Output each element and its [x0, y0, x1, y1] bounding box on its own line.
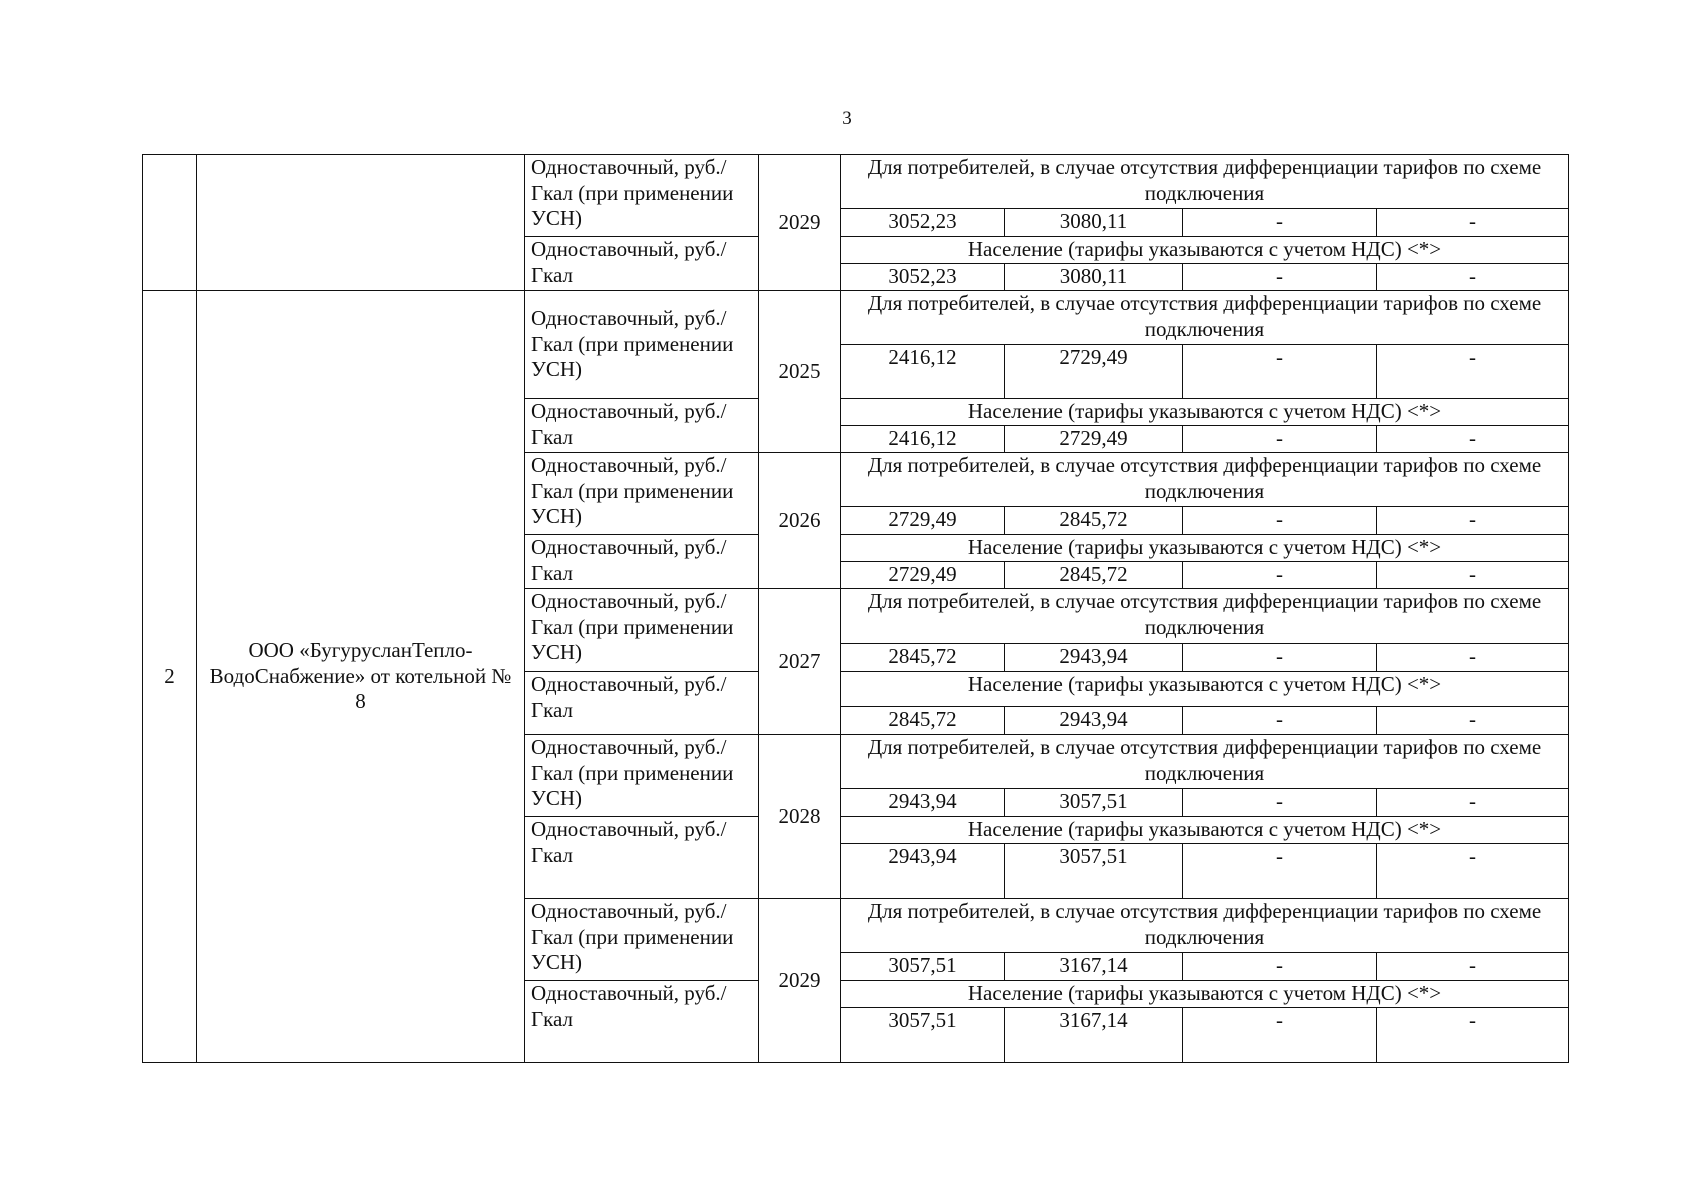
value-cell: -: [1377, 707, 1569, 735]
value-cell: 2845,72: [841, 644, 1005, 672]
value-cell: -: [1183, 789, 1377, 817]
consumers-heading: Для потребителей, в случае отсутствия дифференциации тарифов по схеме подключения: [841, 291, 1569, 345]
value-cell: 2943,94: [1005, 707, 1183, 735]
tariff-type-usn: Одноставочный, руб./Гкал (при применении УСН): [525, 291, 759, 399]
row-number: 2: [143, 291, 197, 1063]
continuation-number-cell: [143, 155, 197, 291]
value-cell: -: [1183, 209, 1377, 237]
tariff-type-plain: Одноставочный, руб./Гкал: [525, 237, 759, 291]
value-cell: 2845,72: [1005, 507, 1183, 535]
tariff-table: [142, 154, 1569, 1063]
population-heading: Население (тарифы указываются с учетом НДС) <*>: [841, 672, 1569, 707]
tariff-type-usn: Одноставочный, руб./Гкал (при применении УСН): [525, 735, 759, 817]
population-heading: Население (тарифы указываются с учетом НДС) <*>: [841, 237, 1569, 264]
value-cell: -: [1377, 507, 1569, 535]
value-cell: 3057,51: [841, 1008, 1005, 1063]
consumers-heading: Для потребителей, в случае отсутствия дифференциации тарифов по схеме подключения: [841, 735, 1569, 789]
value-cell: 2943,94: [841, 844, 1005, 899]
value-cell: 2845,72: [841, 707, 1005, 735]
value-cell: -: [1377, 953, 1569, 981]
consumers-heading: Для потребителей, в случае отсутствия дифференциации тарифов по схеме подключения: [841, 155, 1569, 209]
continuation-organization-cell: [197, 155, 525, 291]
value-cell: -: [1377, 345, 1569, 399]
population-heading: Население (тарифы указываются с учетом НДС) <*>: [841, 981, 1569, 1008]
page-number: 3: [842, 108, 852, 129]
population-heading: Население (тарифы указываются с учетом НДС) <*>: [841, 535, 1569, 562]
value-cell: 2729,49: [1005, 426, 1183, 453]
value-cell: 3080,11: [1005, 209, 1183, 237]
table-row: [143, 291, 1569, 345]
value-cell: 3167,14: [1005, 1008, 1183, 1063]
value-cell: 3057,51: [1005, 844, 1183, 899]
year-cell: 2026: [759, 453, 841, 589]
value-cell: -: [1183, 844, 1377, 899]
value-cell: 3057,51: [1005, 789, 1183, 817]
tariff-type-plain: Одноставочный, руб./Гкал: [525, 535, 759, 589]
consumers-heading: Для потребителей, в случае отсутствия дифференциации тарифов по схеме подключения: [841, 589, 1569, 644]
value-cell: 3080,11: [1005, 264, 1183, 291]
value-cell: -: [1377, 209, 1569, 237]
value-cell: -: [1183, 644, 1377, 672]
organization-name: ООО «БугурусланТепло-ВодоСнабжение» от котельной № 8: [197, 291, 525, 1063]
population-heading: Население (тарифы указываются с учетом НДС) <*>: [841, 399, 1569, 426]
tariff-type-usn: Одноставочный, руб./Гкал (при применении УСН): [525, 589, 759, 672]
tariff-type-plain: Одноставочный, руб./Гкал: [525, 981, 759, 1063]
value-cell: 2416,12: [841, 426, 1005, 453]
value-cell: 2943,94: [841, 789, 1005, 817]
value-cell: 2729,49: [841, 562, 1005, 589]
value-cell: -: [1377, 789, 1569, 817]
value-cell: -: [1183, 426, 1377, 453]
tariff-type-usn: Одноставочный, руб./Гкал (при применении УСН): [525, 155, 759, 237]
year-cell: 2027: [759, 589, 841, 735]
value-cell: 2943,94: [1005, 644, 1183, 672]
value-cell: -: [1183, 1008, 1377, 1063]
year-cell: 2029: [759, 899, 841, 1063]
year-cell: 2029: [759, 155, 841, 291]
value-cell: -: [1377, 426, 1569, 453]
value-cell: 2729,49: [1005, 345, 1183, 399]
consumers-heading: Для потребителей, в случае отсутствия дифференциации тарифов по схеме подключения: [841, 899, 1569, 953]
tariff-type-usn: Одноставочный, руб./Гкал (при применении УСН): [525, 899, 759, 981]
value-cell: -: [1377, 1008, 1569, 1063]
tariff-type-plain: Одноставочный, руб./Гкал: [525, 817, 759, 899]
year-cell: 2028: [759, 735, 841, 899]
tariff-type-plain: Одноставочный, руб./Гкал: [525, 399, 759, 453]
value-cell: 2416,12: [841, 345, 1005, 399]
value-cell: -: [1183, 507, 1377, 535]
value-cell: -: [1377, 644, 1569, 672]
value-cell: -: [1377, 844, 1569, 899]
value-cell: -: [1183, 707, 1377, 735]
tariff-type-usn: Одноставочный, руб./Гкал (при применении УСН): [525, 453, 759, 535]
value-cell: 2729,49: [841, 507, 1005, 535]
consumers-heading: Для потребителей, в случае отсутствия дифференциации тарифов по схеме подключения: [841, 453, 1569, 507]
value-cell: -: [1377, 264, 1569, 291]
table-row: [143, 155, 1569, 209]
value-cell: 3057,51: [841, 953, 1005, 981]
value-cell: -: [1183, 345, 1377, 399]
value-cell: 2845,72: [1005, 562, 1183, 589]
year-cell: 2025: [759, 291, 841, 453]
tariff-type-plain: Одноставочный, руб./Гкал: [525, 672, 759, 735]
value-cell: -: [1183, 264, 1377, 291]
value-cell: 3052,23: [841, 264, 1005, 291]
population-heading: Население (тарифы указываются с учетом НДС) <*>: [841, 817, 1569, 844]
value-cell: 3052,23: [841, 209, 1005, 237]
value-cell: 3167,14: [1005, 953, 1183, 981]
value-cell: -: [1377, 562, 1569, 589]
value-cell: -: [1183, 953, 1377, 981]
value-cell: -: [1183, 562, 1377, 589]
